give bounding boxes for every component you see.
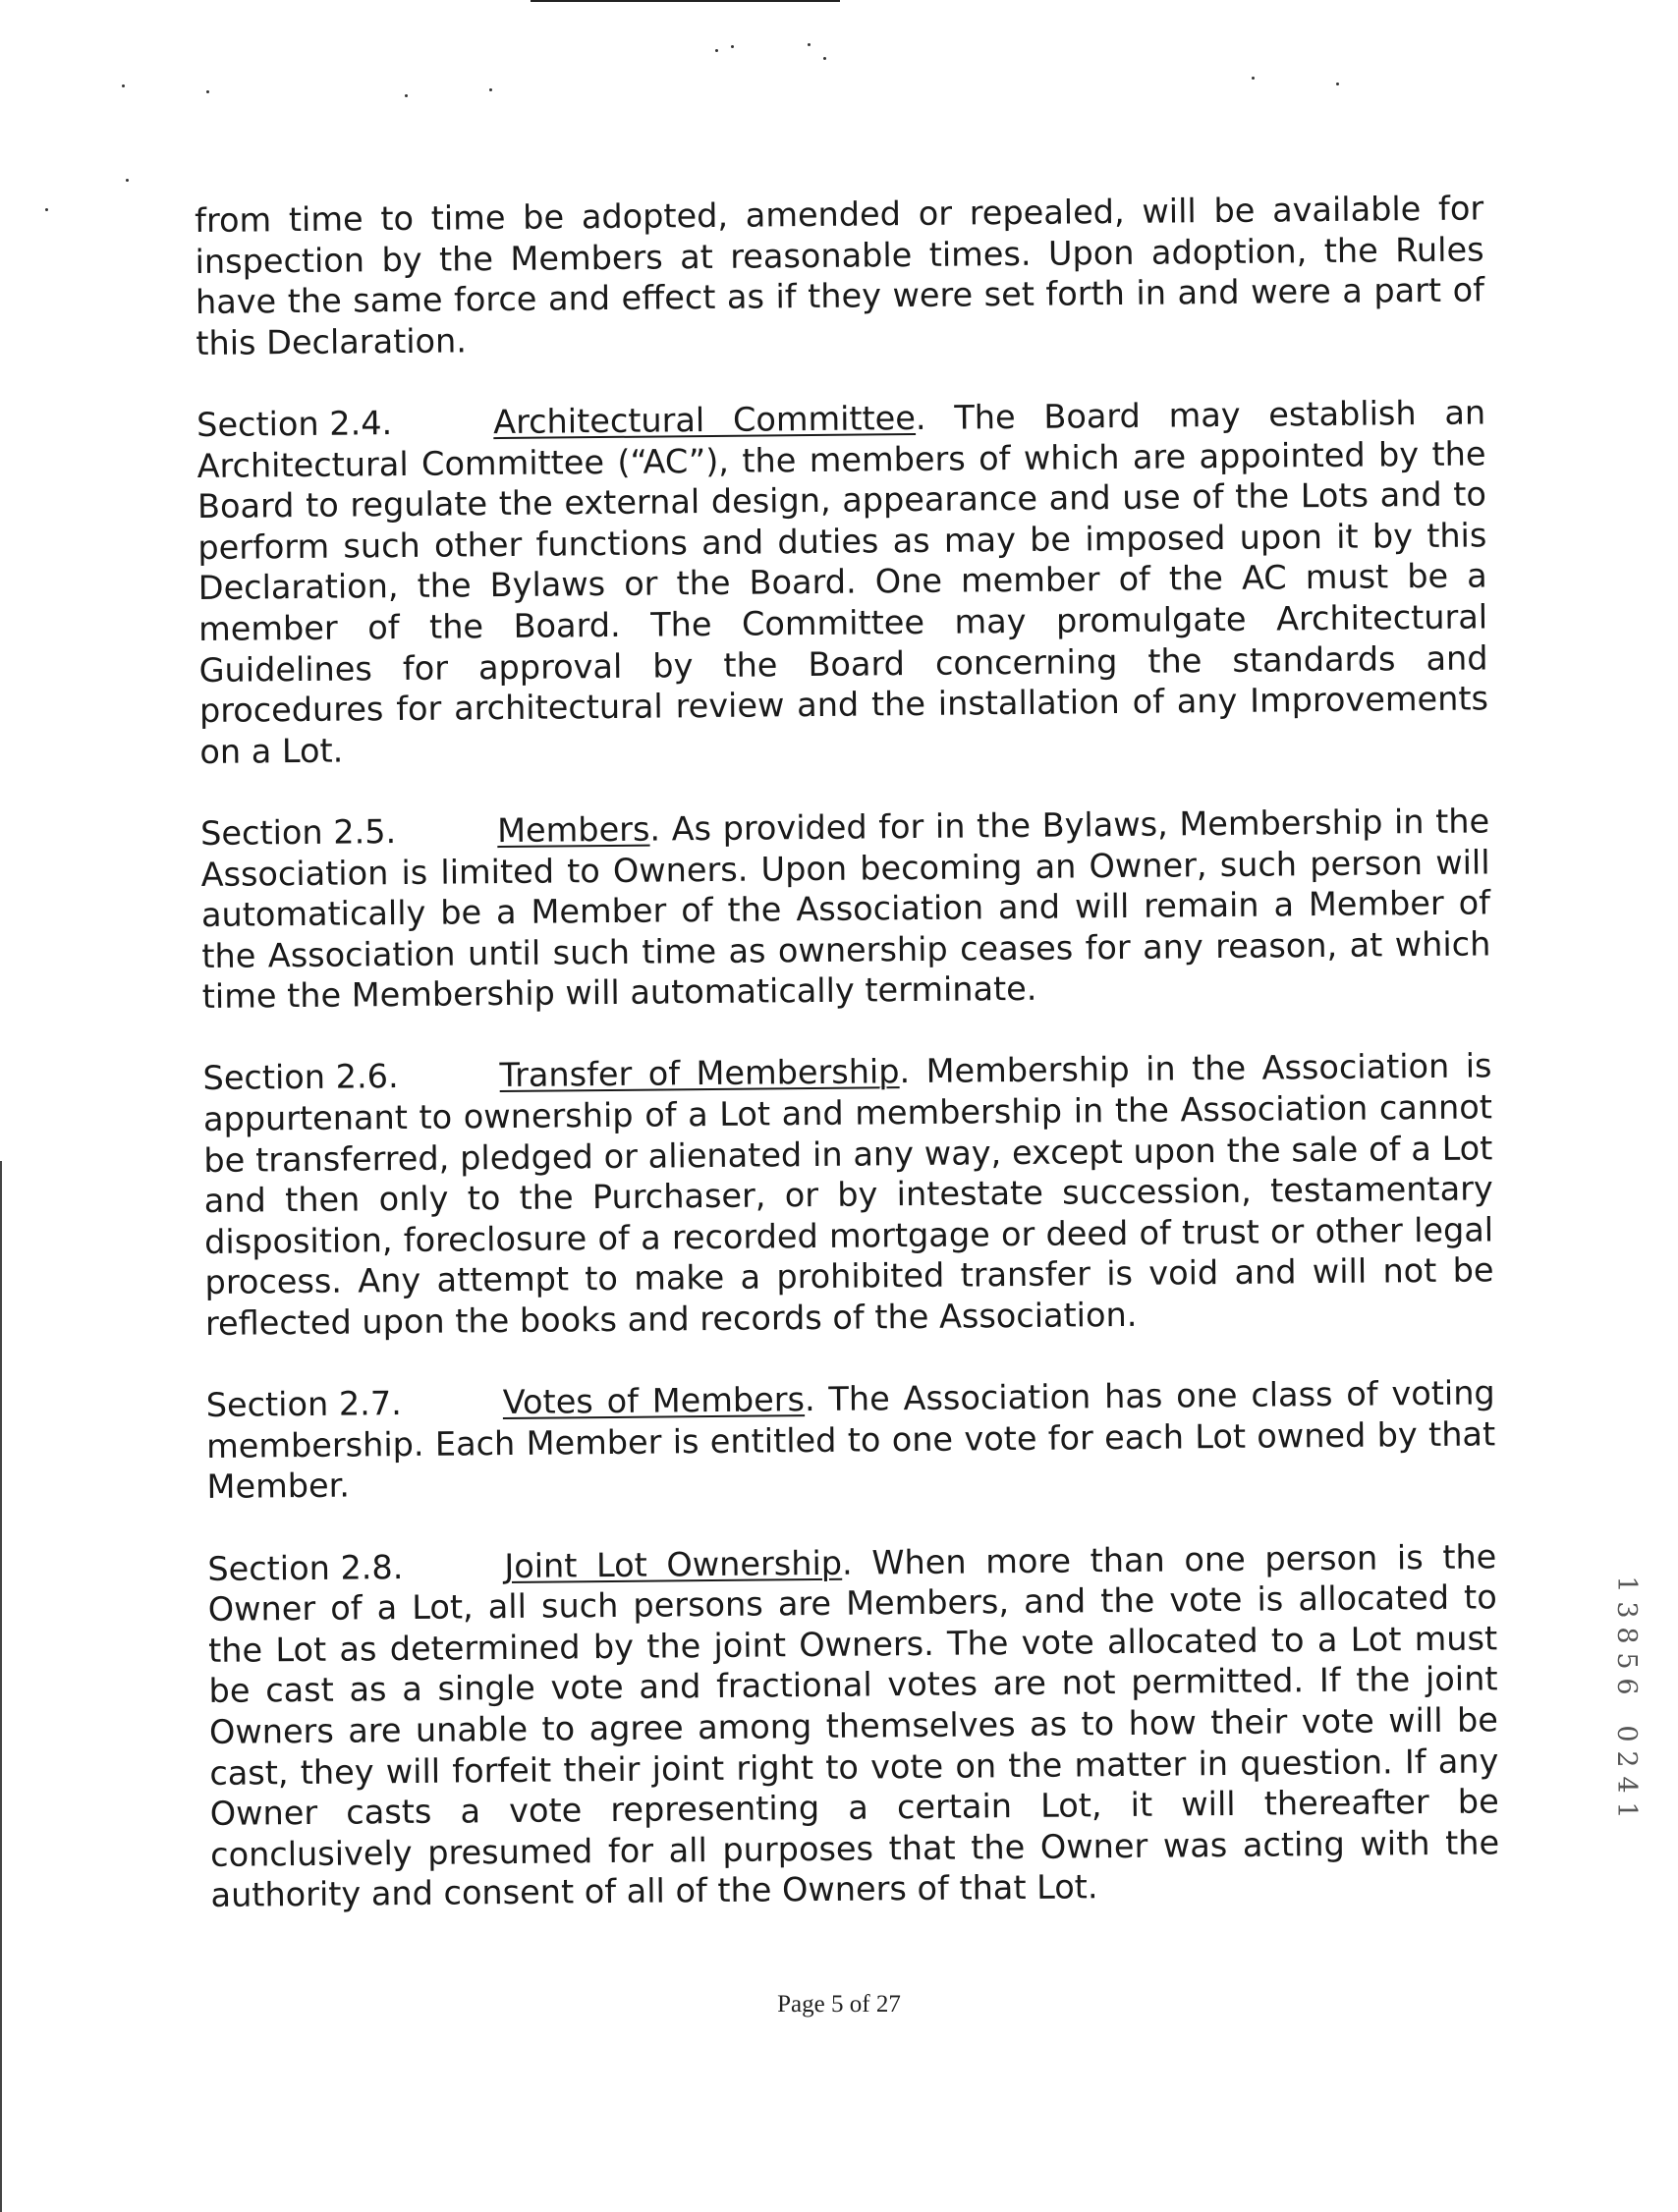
stamp-digit: 4: [1611, 1776, 1642, 1794]
scan-speck: [808, 43, 811, 46]
scan-speck: [731, 45, 734, 48]
intro-paragraph: from time to time be adopted, amended or repealed, will be available for inspection by the Members at reasonable times. Upon adoption, the Rules have the same force and effect as if they were set forth in and were a part of this Declaration.: [195, 189, 1485, 362]
scan-speck: [405, 94, 408, 97]
section-number: Section 2.7.: [205, 1384, 403, 1425]
stamp-digit: 0: [1611, 1725, 1642, 1742]
scan-speck: [489, 88, 492, 91]
section-number: Section 2.4.: [196, 404, 393, 444]
section-2-5: [200, 801, 1491, 1018]
section-2-6: [202, 1046, 1494, 1345]
scan-speck: [823, 57, 826, 60]
scan-speck: [126, 179, 129, 182]
section-number: Section 2.5.: [199, 811, 397, 853]
stamp-digit: 5: [1611, 1652, 1642, 1670]
section-heading: Transfer of Membership: [499, 1052, 900, 1095]
section-2-4: [196, 392, 1489, 772]
section-heading: Architectural Committee: [492, 398, 917, 442]
section-2-8: [207, 1536, 1500, 1916]
scan-edge-line: [0, 1161, 2, 2212]
stamp-digit: 2: [1611, 1750, 1642, 1768]
stamp-digit: 1: [1611, 1576, 1642, 1593]
top-scan-rule: [531, 0, 840, 2]
section-heading: Votes of Members: [502, 1380, 806, 1422]
stamp-first-number: [1611, 1572, 1641, 1699]
stamp-digit: 6: [1611, 1678, 1642, 1695]
section-text: . Membership in the Association is appurtenant to ownership of a Lot and membership in the Association cannot be transferred, pledged or alienated in any way, except upon the sale of a Lot and then only to the Purchaser, or by intestate succession, testamentary disposition, foreclosure of a recorded mortgage or deed of trust or other legal process. Any attempt to make a prohibited transfer is void and will not be reflected upon the books and records of the Association.: [202, 1046, 1494, 1343]
scan-speck: [206, 90, 209, 93]
stamp-digit: 8: [1611, 1627, 1642, 1644]
page-footer: Page 5 of 27: [777, 1991, 901, 2018]
stamp-digit: 3: [1611, 1601, 1642, 1619]
scan-speck: [45, 208, 48, 211]
section-text: . The Board may establish an Architectural Committee (“AC”), the members of which are appointed by the Board to regulate the external design, appearance and use of the Lots and to perform such other functions and duties as may be imposed upon it by this Declaration, the Bylaws or the Board. One member of the AC must be a member of the Board. The Committee may promulgate Architectural Guidelines for approval by the Board concerning the standards and procedures for architectural review and the installation of any Improvements on a Lot.: [196, 393, 1489, 771]
scan-speck: [122, 84, 125, 87]
stamp-digit: 1: [1611, 1801, 1642, 1819]
document-body: [195, 188, 1500, 1957]
margin-recording-stamp: [1611, 1572, 1641, 1823]
scan-speck: [1336, 83, 1339, 85]
section-number: Section 2.8.: [207, 1547, 404, 1588]
section-number: Section 2.6.: [202, 1057, 399, 1098]
section-text: . When more than one person is the Owner of a Lot, all such persons are Members, and the vote is allocated to the Lot as determined by the joint Owners. The vote allocated to a Lot must be cast as a single vote and fractional votes are not permitted. If the joint Owners are unable to agree among themselves as to how their vote will be cast, they will forfeit their joint right to vote on the matter in question. If any Owner casts a vote representing a certain Lot, it will thereafter be conclusively presumed for all purposes that the Owner was acting with the authority and consent of all of the Owners of that Lot.: [207, 1536, 1500, 1915]
section-heading: Joint Lot Ownership: [504, 1543, 843, 1585]
section-text: . The Association has one class of voting membership. Each Member is entitled to one vote for each Lot owned by that Member.: [205, 1373, 1496, 1507]
scan-speck: [1252, 77, 1255, 80]
scan-speck: [715, 49, 718, 52]
section-2-7: [206, 1373, 1496, 1508]
stamp-second-number: [1611, 1721, 1641, 1823]
section-text: . As provided for in the Bylaws, Membership in the Association is limited to Owners. Upon becoming an Owner, such person will automatically be a Member of the Association and will remain a Member of the Association until such time as ownership ceases for any reason, at which time the Membership will automatically terminate.: [200, 802, 1491, 1017]
section-heading: Members: [496, 809, 650, 850]
